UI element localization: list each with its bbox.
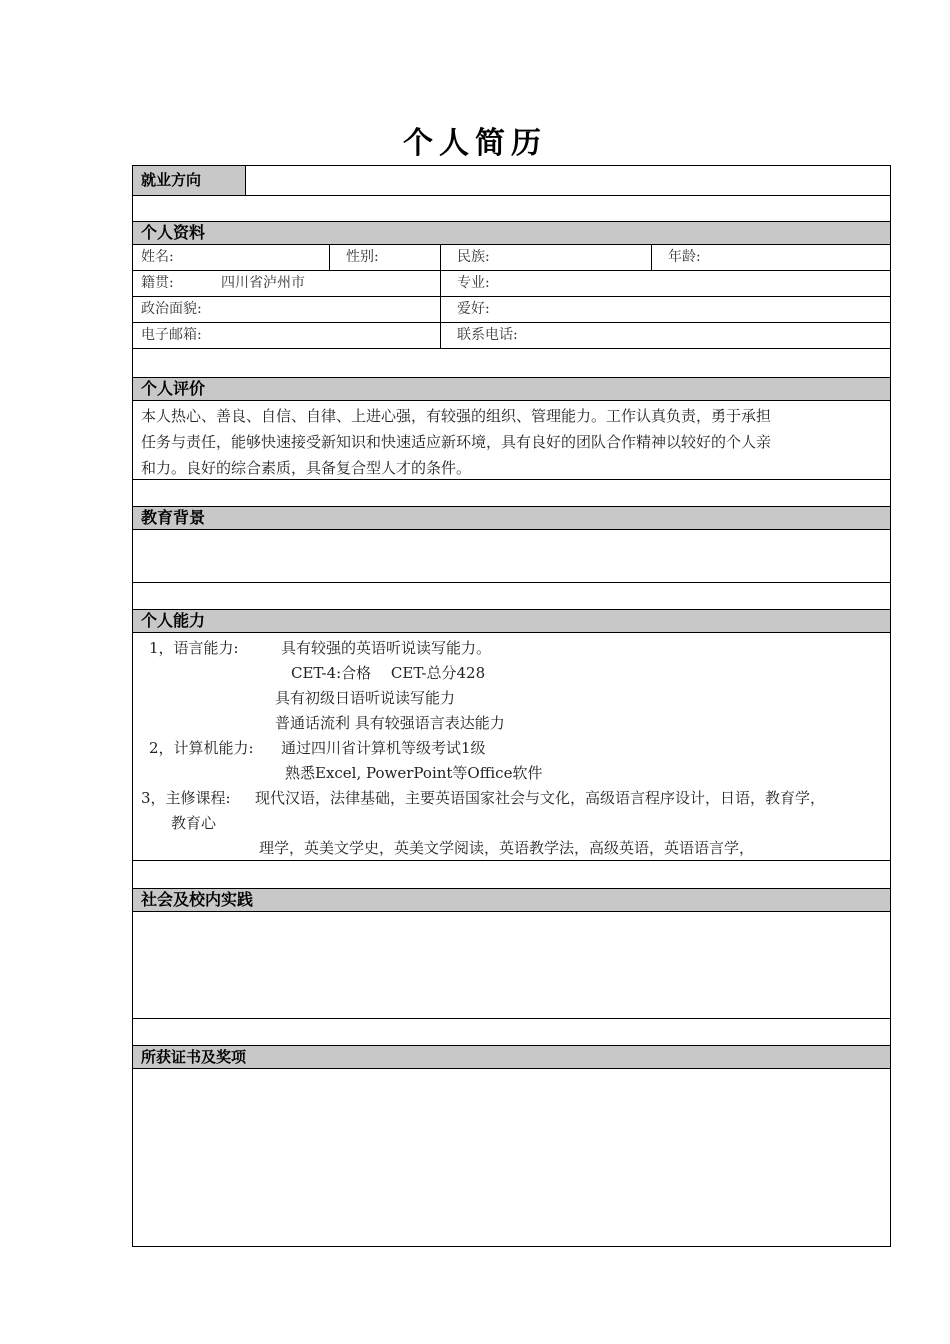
career-label: 就业方向 (133, 166, 245, 195)
personal-row-2 (133, 271, 890, 297)
evaluation-line-2: 任务与责任，能够快速接受新知识和快速适应新环境，具有良好的团队合作精神以较好的个人亲 (141, 433, 772, 451)
courses-line-2: 教育心 (171, 814, 217, 832)
personal-row-4 (133, 323, 890, 349)
email-label: 电子邮箱: (141, 327, 202, 343)
personal-row-1 (133, 245, 890, 271)
resume-table (132, 165, 891, 1247)
ability-header: 个人能力 (133, 609, 890, 633)
education-header: 教育背景 (133, 506, 890, 530)
gender-label: 性别: (346, 249, 379, 265)
evaluation-line-3: 和力。良好的综合素质，具备复合型人才的条件。 (141, 459, 472, 477)
language-line-3: 具有初级日语听说读写能力 (275, 689, 456, 707)
major-label: 专业: (457, 275, 490, 291)
language-line-2: CET-4:合格 CET-总分428 (291, 664, 486, 682)
awards-body[interactable] (133, 1069, 890, 1246)
phone-label: 联系电话: (457, 327, 518, 343)
origin-label: 籍贯: (141, 275, 174, 291)
page-title: 个人简历 (403, 126, 547, 161)
ethnicity-label: 民族: (457, 249, 490, 265)
career-value[interactable] (246, 166, 890, 195)
personal-header: 个人资料 (133, 221, 890, 245)
computer-line-1: 通过四川省计算机等级考试1级 (281, 739, 486, 757)
awards-header: 所获证书及奖项 (133, 1045, 890, 1069)
political-label: 政治面貌: (141, 301, 202, 317)
name-label: 姓名: (141, 249, 174, 265)
courses-label: 3，主修课程: (141, 789, 231, 807)
hobby-label: 爱好: (457, 301, 490, 317)
computer-line-2: 熟悉Excel, PowerPoint等Office软件 (285, 764, 543, 782)
computer-label: 2，计算机能力: (149, 739, 254, 757)
education-body[interactable] (133, 530, 890, 583)
evaluation-line-1: 本人热心、善良、自信、自律、上进心强，有较强的组织、管理能力。工作认真负责，勇于承担 (141, 407, 772, 425)
age-label: 年龄: (668, 249, 701, 265)
evaluation-header: 个人评价 (133, 377, 890, 401)
origin-value: 四川省泸州市 (221, 275, 305, 291)
courses-line-3: 理学，英美文学史，英美文学阅读，英语教学法，高级英语，英语语言学， (259, 839, 755, 857)
evaluation-body (133, 401, 890, 480)
ability-body (133, 633, 890, 861)
courses-line-1: 现代汉语，法律基础，主要英语国家社会与文化，高级语言程序设计，日语，教育学， (255, 789, 826, 807)
career-row (133, 166, 890, 196)
practice-header: 社会及校内实践 (133, 888, 890, 912)
language-label: 1，语言能力: (149, 639, 239, 657)
language-line-4: 普通话流利 具有较强语言表达能力 (275, 714, 505, 732)
practice-body[interactable] (133, 912, 890, 1019)
language-line-1: 具有较强的英语听说读写能力。 (281, 639, 492, 657)
personal-row-3 (133, 297, 890, 323)
